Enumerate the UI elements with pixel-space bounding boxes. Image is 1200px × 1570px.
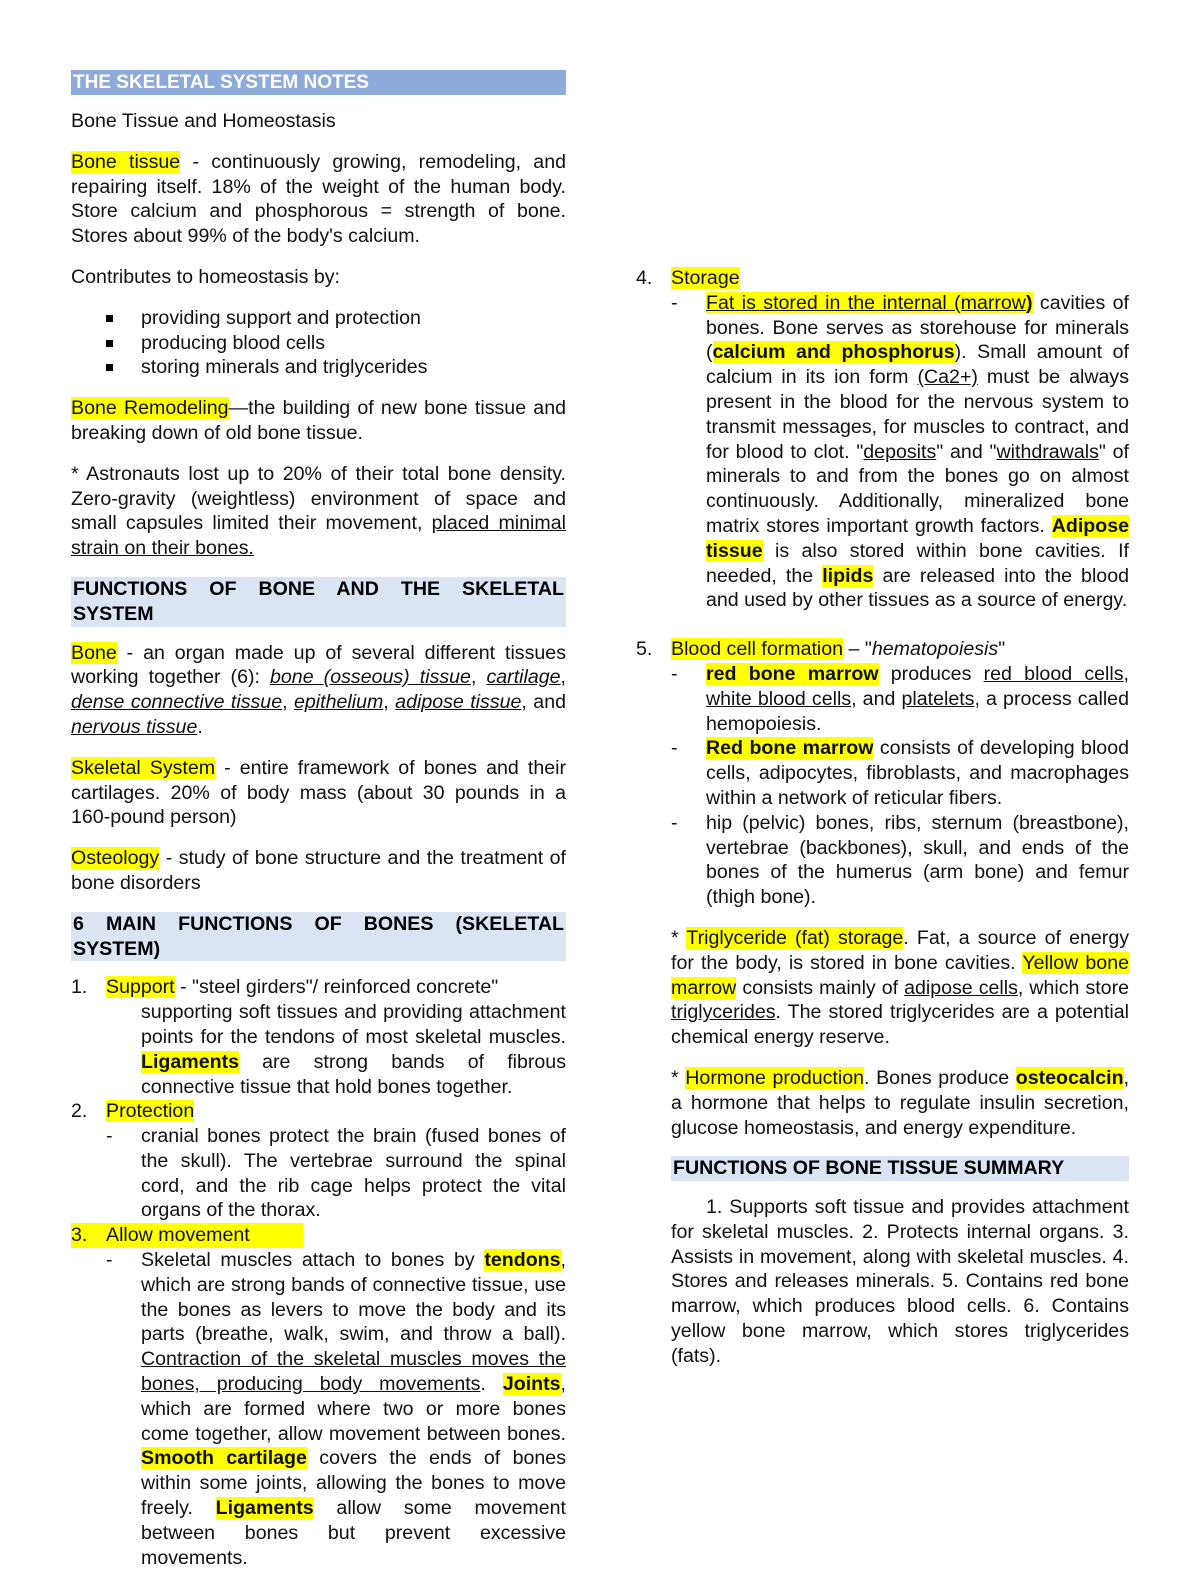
movement-term: Allow movement — [106, 1224, 250, 1247]
point-text: , a process called hemopoiesis. — [706, 687, 1129, 735]
contributes-lead: Contributes to homeostasis by: — [71, 265, 341, 288]
movement-text: . — [480, 1373, 503, 1396]
triglyceride-paragraph — [636, 926, 1129, 1050]
skeletal-system-paragraph — [71, 756, 566, 830]
page-title: THE SKELETAL SYSTEM NOTES — [71, 70, 566, 95]
movement-text: Skeletal muscles attach to bones by — [141, 1249, 485, 1272]
right-column — [636, 70, 1129, 1385]
osteology-text: - study of bone structure and the treatment of bone disorders — [71, 847, 566, 894]
dash-marker: - — [671, 737, 678, 760]
support-body-inner — [106, 1000, 566, 1099]
separator: . — [197, 715, 203, 738]
bone-tissue-text: - continuously growing, remodeling, and repairing itself. 18% of the weight of the human body. Store calcium and phosphorous = strength of bone. Stores about 99% of the body's calcium. — [71, 150, 566, 248]
homeostasis-list — [71, 306, 566, 380]
dash-marker: - — [671, 811, 678, 834]
storage-text: " and " — [936, 440, 997, 463]
osteology-term: Osteology — [71, 847, 160, 870]
separator: , and — [521, 691, 566, 714]
storage-text: is also stored within bone cavities. If needed, the — [706, 539, 1129, 587]
dash-marker: - — [671, 662, 678, 685]
function-storage — [636, 266, 1129, 291]
quote-mark: " — [998, 638, 1006, 661]
movement-text: allow some movement between bones but prevent excessive movements. — [141, 1497, 566, 1569]
tendons-term: tendons — [484, 1249, 561, 1272]
point-text: produces — [878, 662, 984, 685]
skeletal-system-term: Skeletal System — [71, 756, 216, 779]
calcium-phosphorus-term: calcium and phosphorus — [712, 341, 955, 364]
tissue-type: adipose tissue — [395, 691, 522, 714]
osteology-paragraph — [71, 846, 566, 896]
storage-text: are released into the blood and used by other tissues as a source of energy. — [706, 564, 1129, 612]
separator: , — [383, 691, 396, 714]
ligaments-term: Ligaments — [141, 1050, 239, 1073]
six-functions-heading: 6 MAIN FUNCTIONS OF BONES (SKELETAL SYSTEM) — [73, 912, 564, 960]
paren: ) — [1025, 291, 1033, 314]
tissue-type: nervous tissue — [71, 715, 198, 738]
function-support — [71, 975, 566, 1000]
triglyceride-text: . Fat, a source of energy for the body, is stored in bone cavities. — [671, 926, 1130, 974]
dash-marker: - — [106, 1125, 113, 1148]
storage-text: " of minerals to and from the bones go on almost continuously. Additionally, mineralized bone matrix stores important growth factors. — [706, 440, 1129, 537]
astronauts-text: * Astronauts lost up to 20% of their total bone density. Zero-gravity (weightless) environment of space and small capsules limited their movement, — [71, 462, 566, 535]
remodeling-paragraph — [71, 396, 566, 446]
remodeling-term: Bone Remodeling — [71, 397, 229, 420]
tissue-type: dense connective tissue — [71, 691, 283, 714]
point-text: , — [1123, 662, 1129, 685]
left-column — [71, 70, 566, 1570]
function-protection — [71, 1099, 566, 1124]
red-marrow-term: Red bone marrow — [706, 737, 874, 760]
asterisk: * — [671, 926, 687, 949]
support-body-text: supporting soft tissues and providing attachment points for the tendons of most skeletal muscles. — [141, 1001, 566, 1048]
withdrawals-term: withdrawals — [996, 440, 1099, 463]
point-text: hip (pelvic) bones, ribs, sternum (breastbone), vertebrae (backbones), skull, and ends of the bones of the humerus (arm bone) and femur (thigh bone). — [706, 811, 1129, 909]
protection-body — [71, 1124, 566, 1223]
separator: , — [282, 691, 294, 714]
triglycerides-term: triglycerides — [671, 1001, 776, 1024]
movement-text: , which are formed where two or more bones come together, allow movement between bones. — [141, 1373, 566, 1445]
red-marrow-term: red bone marrow — [706, 662, 879, 685]
item-number: 3. — [71, 1224, 88, 1247]
joints-term: Joints — [502, 1373, 561, 1396]
list-item: producing blood cells — [71, 331, 566, 356]
bone-tissue-term: Bone tissue — [71, 150, 181, 173]
asterisk: * — [671, 1066, 686, 1089]
adipose-cells-term: adipose cells — [904, 976, 1018, 999]
storage-term: Storage — [671, 267, 740, 289]
tissue-type: cartilage — [486, 666, 561, 689]
astronauts-underlined: placed minimal strain on their bones. — [71, 512, 566, 560]
separator: , — [470, 666, 487, 689]
ligaments-term: Ligaments — [215, 1497, 314, 1520]
point-text: , and — [851, 687, 902, 710]
hormone-paragraph — [636, 1066, 1129, 1140]
triglyceride-text: , which store — [1017, 976, 1129, 999]
summary-heading: FUNCTIONS OF BONE TISSUE SUMMARY — [671, 1156, 1129, 1181]
dash-marker: - — [671, 291, 678, 314]
storage-body — [636, 291, 1129, 613]
movement-text: covers the ends of bones within some joints, allowing the bones to move freely. — [141, 1447, 566, 1520]
triglyceride-text: consists mainly of — [736, 976, 905, 999]
protection-text: cranial bones protect the brain (fused bones of the skull). The vertebrae surround the spinal cord, and the rib cage helps protect the vital organs of the thorax. — [141, 1125, 566, 1222]
hormone-text: . Bones produce — [864, 1066, 1016, 1089]
support-body-text: are strong bands of fibrous connective tissue that hold bones together. — [141, 1050, 566, 1098]
blood-cell-term: Blood cell formation — [671, 638, 844, 661]
lipids-term: lipids — [822, 564, 874, 587]
storage-text: ). Small amount of calcium in its ion form — [706, 341, 1129, 389]
remodeling-text: —the building of new bone tissue and breaking down of old bone tissue. — [71, 397, 566, 444]
deposits-term: deposits — [863, 440, 937, 463]
skeletal-system-text: - entire framework of bones and their cartilages. 20% of body mass (about 30 pounds in a 160-pound person) — [71, 756, 566, 829]
summary-text: 1. Supports soft tissue and provides attachment for skeletal muscles. 2. Protects internal organs. 3. Assists in movement, along with skeletal muscles. 4. Stores and releases minerals. 5. Contains red bone marrow, which produces blood cells. 6. Contains yellow bone marrow, which stores triglycerides (fats). — [671, 1196, 1129, 1367]
support-text: - "steel girders"/ reinforced concrete" — [174, 976, 499, 999]
movement-underlined: Contraction of the skeletal muscles moves the bones, producing body movements — [141, 1348, 566, 1396]
support-body — [71, 1000, 566, 1099]
triglyceride-text: . The stored triglycerides are a potential chemical energy reserve. — [671, 1001, 1129, 1049]
bone-definition — [71, 641, 566, 740]
item-number: 5. — [636, 638, 653, 661]
item-number: 2. — [71, 1100, 88, 1123]
movement-body — [71, 1248, 566, 1570]
storage-text: must be always present in the blood for the nervous system to transmit messages, for muscles to contract, and for blood to clot. " — [706, 366, 1129, 463]
white-blood-cells-term: white blood cells — [706, 687, 852, 710]
bone-def-text: - an organ made up of several different tissues working together (6): — [71, 641, 566, 689]
osteocalcin-term: osteocalcin — [1015, 1066, 1124, 1089]
item-number: 1. — [71, 976, 88, 999]
bone-tissue-paragraph — [71, 150, 566, 249]
hematopoiesis-term: hematopoiesis — [871, 638, 999, 661]
tissue-type: epithelium — [293, 691, 384, 714]
blood-cell-text: – " — [843, 638, 872, 661]
yellow-marrow-term: Yellow bone marrow — [671, 951, 1129, 999]
triglyceride-term: Triglyceride (fat) storage — [686, 926, 904, 949]
hormone-term: Hormone production — [685, 1066, 865, 1089]
red-blood-cells-term: red blood cells — [983, 662, 1124, 685]
blood-cell-point-1 — [636, 662, 1129, 736]
section-subtitle: Bone Tissue and Homeostasis — [71, 110, 336, 132]
adipose-tissue-term: Adipose tissue — [706, 514, 1129, 562]
bone-term: Bone — [71, 641, 117, 664]
fat-stored-underlined: Fat is stored in the internal (marrow — [706, 291, 1026, 314]
item-number: 4. — [636, 267, 653, 289]
dash-marker: - — [106, 1249, 113, 1272]
functions-heading: FUNCTIONS OF BONE AND THE SKELETAL SYSTEM — [73, 577, 564, 625]
storage-text: cavities of bones. Bone serves as storehouse for minerals ( — [706, 291, 1129, 364]
list-item: providing support and protection — [71, 306, 566, 331]
smooth-cartilage-term: Smooth cartilage — [141, 1447, 307, 1470]
separator: , — [560, 666, 566, 689]
blood-cell-point-3 — [636, 811, 1129, 910]
blood-cell-point-2 — [636, 736, 1129, 810]
list-item: storing minerals and triglycerides — [71, 355, 566, 380]
protection-term: Protection — [106, 1100, 195, 1123]
point-text: consists of developing blood cells, adipocytes, fibroblasts, and macrophages within a network of reticular fibers. — [706, 737, 1129, 809]
hormone-text: , a hormone that helps to regulate insulin secretion, glucose homeostasis, and energy expenditure. — [671, 1066, 1130, 1139]
astronauts-paragraph — [71, 462, 566, 561]
function-blood-cell-formation — [636, 637, 1129, 662]
support-term: Support — [106, 976, 175, 999]
ion-form: (Ca2+) — [917, 366, 978, 389]
platelets-term: platelets — [901, 687, 975, 710]
function-movement — [71, 1223, 303, 1248]
tissue-type: bone (osseous) tissue — [270, 666, 471, 689]
movement-text: , which are strong bands of connective tissue, use the bones as levers to move the body and its parts (breathe, walk, swim, and throw a ball). — [141, 1249, 566, 1346]
